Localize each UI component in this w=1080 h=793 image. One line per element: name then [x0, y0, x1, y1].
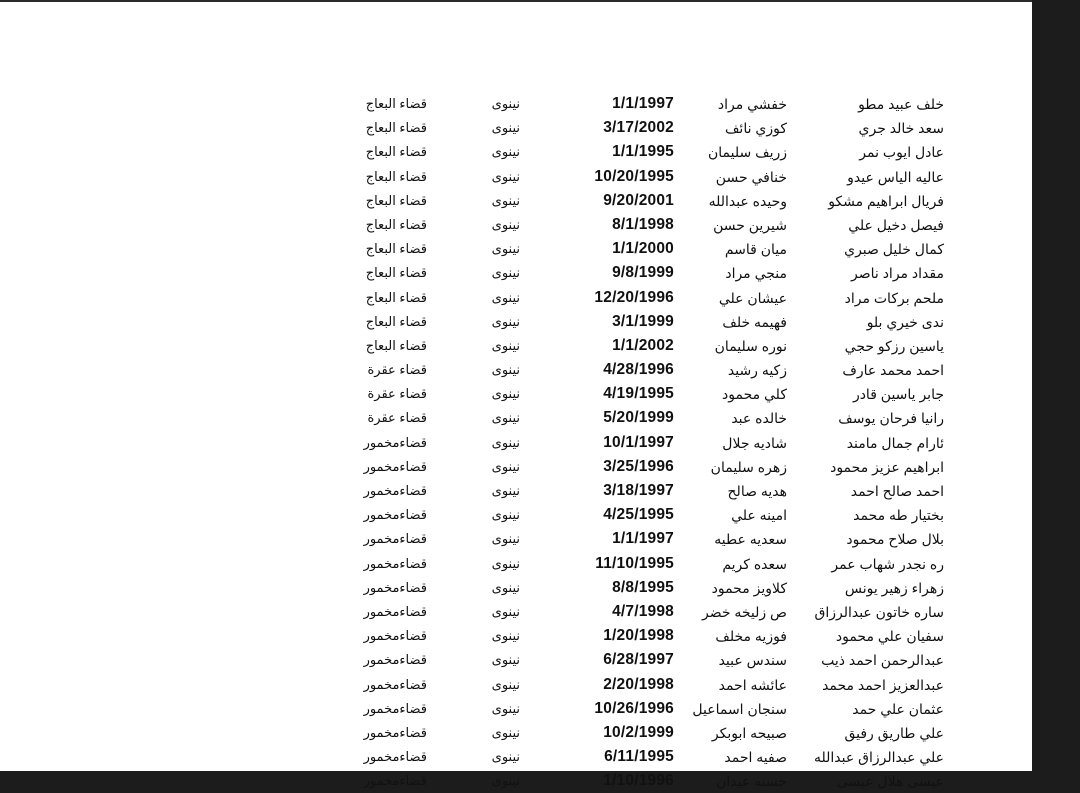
person-name-cell: ياسين رزكو حجي	[844, 337, 944, 354]
mother-name-cell: سنجان اسماعيل	[692, 700, 787, 717]
district-cell: قضاءمخمور	[363, 579, 427, 595]
mother-name-cell: خالده عبد	[731, 410, 787, 427]
birth-date-cell: 4/19/1995	[603, 385, 674, 403]
mother-name-cell: شاديه جلال	[722, 434, 787, 451]
governorate-cell: نينوى	[491, 483, 520, 498]
birth-date-cell: 5/20/1999	[603, 409, 674, 427]
mother-name-cell: كلي محمود	[722, 386, 787, 403]
birth-date-cell: 12/20/1996	[594, 288, 674, 306]
birth-date-cell: 1/1/1997	[612, 95, 674, 112]
person-name-cell: سفيان علي محمود	[835, 628, 944, 645]
person-name-cell: ملحم بركات مراد	[844, 289, 944, 306]
governorate-cell: نينوى	[491, 362, 520, 378]
table-row	[0, 140, 1032, 164]
table-row	[0, 479, 1032, 503]
person-name-cell: جابر ياسين قادر	[852, 386, 944, 403]
document-page	[0, 2, 1032, 790]
person-name-cell: ساره خاتون عبدالرزاق	[814, 603, 944, 620]
mother-name-cell: حسنه عيدان	[716, 773, 787, 790]
district-cell: قضاءمخمور	[363, 724, 427, 740]
mother-name-cell: منجي مراد	[725, 265, 787, 282]
district-cell: قضاءمخمور	[363, 628, 427, 644]
birth-date-cell: 3/17/2002	[603, 119, 674, 137]
birth-date-cell: 4/7/1998	[612, 602, 674, 620]
district-cell: قضاءمخمور	[363, 603, 427, 619]
person-name-cell: كمال خليل صبري	[844, 241, 944, 258]
birth-date-cell: 10/20/1995	[594, 167, 674, 185]
viewer-sidebar	[1032, 0, 1080, 771]
district-cell: قضاء عقرة	[367, 410, 427, 426]
person-name-cell: فيصل دخيل علي	[848, 216, 944, 233]
birth-date-cell: 1/1/2000	[612, 240, 674, 258]
birth-date-cell: 9/20/2001	[603, 191, 674, 209]
person-name-cell: ره نجدر شهاب عمر	[831, 555, 944, 572]
birth-date-cell: 1/20/1998	[603, 627, 674, 645]
governorate-cell: نينوى	[491, 749, 520, 765]
mother-name-cell: عيشان علي	[718, 289, 787, 306]
district-cell: قضاءمخمور	[363, 531, 427, 547]
mother-name-cell: صفيه احمد	[724, 749, 787, 766]
mother-name-cell: كوزي نائف	[724, 120, 787, 137]
person-name-cell: مقداد مراد ناصر	[851, 265, 944, 282]
table-row	[0, 213, 1032, 237]
person-name-cell: ابراهيم عزيز محمود	[830, 458, 944, 475]
mother-name-cell: فوزيه مخلف	[715, 628, 787, 645]
mother-name-cell: نوره سليمان	[714, 337, 787, 354]
table-row	[0, 624, 1032, 648]
governorate-cell: نينوى	[491, 458, 520, 474]
mother-name-cell: عائشه احمد	[718, 676, 787, 693]
table-row	[0, 310, 1032, 334]
person-name-cell: علي طاريق رفيق	[844, 724, 944, 741]
district-cell: قضاءمخمور	[363, 749, 427, 765]
district-cell: قضاءمخمور	[363, 652, 427, 668]
table-row	[0, 382, 1032, 406]
mother-name-cell: زهره سليمان	[710, 458, 787, 475]
mother-name-cell: سعده كريم	[722, 555, 787, 572]
person-name-cell: عبدالعزيز احمد محمد	[822, 676, 944, 693]
governorate-cell: نينوى	[491, 676, 520, 692]
mother-name-cell: صبيحه ابوبكر	[711, 724, 787, 741]
birth-date-cell: 10/26/1996	[594, 699, 674, 717]
district-cell: قضاء البعاج	[365, 168, 427, 184]
person-name-cell: علي عبدالرزاق عبدالله	[814, 749, 944, 766]
person-name-cell: بختيار طه محمد	[853, 507, 944, 524]
table-row	[0, 503, 1032, 527]
person-name-cell: رانيا فرحان يوسف	[838, 410, 944, 427]
birth-date-cell: 8/8/1995	[612, 578, 674, 596]
governorate-cell: نينوى	[491, 144, 520, 160]
governorate-cell: نينوى	[491, 531, 520, 547]
mother-name-cell: وحيده عبدالله	[708, 192, 787, 209]
person-name-cell: احمد صالح احمد	[850, 483, 944, 499]
governorate-cell: نينوى	[491, 652, 520, 668]
district-cell: قضاء البعاج	[365, 216, 427, 232]
governorate-cell: نينوى	[491, 555, 520, 571]
table-row	[0, 697, 1032, 721]
district-cell: قضاء البعاج	[365, 120, 427, 136]
governorate-cell: نينوى	[491, 241, 520, 257]
mother-name-cell: امينه علي	[731, 507, 787, 524]
birth-date-cell: 1/10/1996	[603, 772, 674, 790]
governorate-cell: نينوى	[491, 410, 520, 426]
birth-date-cell: 4/25/1995	[603, 506, 674, 524]
district-cell: قضاءمخمور	[363, 483, 427, 498]
person-name-cell: احمد محمد عارف	[842, 362, 944, 379]
district-cell: قضاء البعاج	[365, 241, 427, 257]
governorate-cell: نينوى	[491, 700, 520, 716]
birth-date-cell: 1/1/1997	[612, 530, 674, 548]
district-cell: قضاء البعاج	[365, 265, 427, 281]
governorate-cell: نينوى	[491, 628, 520, 644]
district-cell: قضاءمخمور	[363, 700, 427, 716]
table-row	[0, 237, 1032, 261]
table-row	[0, 600, 1032, 624]
district-cell: قضاء البعاج	[365, 192, 427, 208]
mother-name-cell: شيرين حسن	[713, 216, 787, 233]
district-cell: قضاء البعاج	[365, 337, 427, 353]
person-name-cell: ئارام جمال مامند	[846, 434, 944, 451]
governorate-cell: نينوى	[491, 507, 520, 523]
governorate-cell: نينوى	[491, 773, 520, 789]
governorate-cell: نينوى	[491, 386, 520, 402]
district-cell: قضاء البعاج	[365, 96, 427, 111]
person-name-cell: عاليه الياس عيدو	[847, 168, 944, 185]
mother-name-cell: كلاويز محمود	[711, 579, 787, 596]
table-row	[0, 406, 1032, 430]
table-row	[0, 552, 1032, 576]
district-cell: قضاء عقرة	[367, 386, 427, 402]
district-cell: قضاء البعاج	[365, 289, 427, 305]
district-cell: قضاءمخمور	[363, 434, 427, 450]
table-row	[0, 769, 1032, 793]
person-name-cell: عادل ايوب نمر	[859, 144, 944, 161]
mother-name-cell: زكيه رشيد	[727, 362, 787, 379]
governorate-cell: نينوى	[491, 216, 520, 232]
birth-date-cell: 3/1/1999	[612, 312, 674, 330]
table-row	[0, 358, 1032, 382]
governorate-cell: نينوى	[491, 603, 520, 619]
district-cell: قضاءمخمور	[363, 555, 427, 571]
birth-date-cell: 6/11/1995	[604, 748, 674, 766]
governorate-cell: نينوى	[491, 120, 520, 136]
table-row	[0, 527, 1032, 551]
governorate-cell: نينوى	[491, 96, 520, 111]
table-row	[0, 189, 1032, 213]
mother-name-cell: فهيمه خلف	[722, 313, 787, 330]
person-name-cell: عبدالرحمن احمد ذيب	[821, 652, 944, 669]
table-row	[0, 116, 1032, 140]
table-row	[0, 92, 1032, 116]
table-row	[0, 261, 1032, 285]
person-name-cell: بلال صلاح محمود	[846, 531, 944, 548]
district-cell: قضاءمخمور	[363, 676, 427, 692]
governorate-cell: نينوى	[491, 265, 520, 281]
table-row	[0, 286, 1032, 310]
mother-name-cell: خفشي مراد	[717, 96, 787, 112]
records-table	[0, 92, 1032, 793]
district-cell: قضاءمخمور	[363, 458, 427, 474]
governorate-cell: نينوى	[491, 168, 520, 184]
governorate-cell: نينوى	[491, 313, 520, 329]
table-row	[0, 455, 1032, 479]
district-cell: قضاء عقرة	[367, 362, 427, 378]
table-row	[0, 165, 1032, 189]
person-name-cell: فريال ابراهيم مشكو	[828, 192, 944, 209]
birth-date-cell: 3/25/1996	[603, 457, 674, 475]
table-row	[0, 745, 1032, 769]
birth-date-cell: 1/1/1995	[612, 143, 674, 161]
birth-date-cell: 1/1/2002	[612, 336, 674, 354]
table-row	[0, 648, 1032, 672]
birth-date-cell: 9/8/1999	[612, 264, 674, 282]
mother-name-cell: ميان قاسم	[724, 241, 787, 258]
governorate-cell: نينوى	[491, 337, 520, 353]
person-name-cell: سعد خالد جري	[858, 120, 944, 137]
birth-date-cell: 10/1/1997	[603, 433, 674, 451]
mother-name-cell: خنافي حسن	[715, 168, 787, 185]
district-cell: قضاء البعاج	[365, 313, 427, 329]
governorate-cell: نينوى	[491, 434, 520, 450]
mother-name-cell: سعديه عطيه	[714, 531, 787, 548]
birth-date-cell: 11/10/1995	[595, 554, 674, 572]
district-cell: قضاء البعاج	[365, 144, 427, 160]
table-row	[0, 576, 1032, 600]
governorate-cell: نينوى	[491, 289, 520, 305]
person-name-cell: عثمان علي حمد	[852, 700, 944, 717]
person-name-cell: ندى خيري بلو	[866, 313, 944, 330]
table-row	[0, 673, 1032, 697]
mother-name-cell: سندس عبيد	[718, 652, 787, 669]
district-cell: قضاءمخمور	[363, 507, 427, 523]
table-row	[0, 334, 1032, 358]
mother-name-cell: ص زليخه خضر	[701, 603, 787, 620]
mother-name-cell: هديه صالح	[727, 483, 787, 499]
birth-date-cell: 3/18/1997	[603, 482, 674, 499]
person-name-cell: عيسى هلال عيسى	[836, 773, 944, 790]
table-row	[0, 721, 1032, 745]
governorate-cell: نينوى	[491, 192, 520, 208]
birth-date-cell: 8/1/1998	[612, 215, 674, 233]
birth-date-cell: 4/28/1996	[603, 361, 674, 379]
birth-date-cell: 10/2/1999	[603, 723, 674, 741]
person-name-cell: زهراء زهير يونس	[844, 579, 944, 596]
table-row	[0, 431, 1032, 455]
governorate-cell: نينوى	[491, 724, 520, 740]
person-name-cell: خلف عبيد مطو	[858, 96, 944, 112]
district-cell: قضاءمخمور	[363, 773, 427, 789]
birth-date-cell: 2/20/1998	[603, 675, 674, 693]
mother-name-cell: زريف سليمان	[707, 144, 787, 161]
governorate-cell: نينوى	[491, 579, 520, 595]
birth-date-cell: 6/28/1997	[603, 651, 674, 669]
